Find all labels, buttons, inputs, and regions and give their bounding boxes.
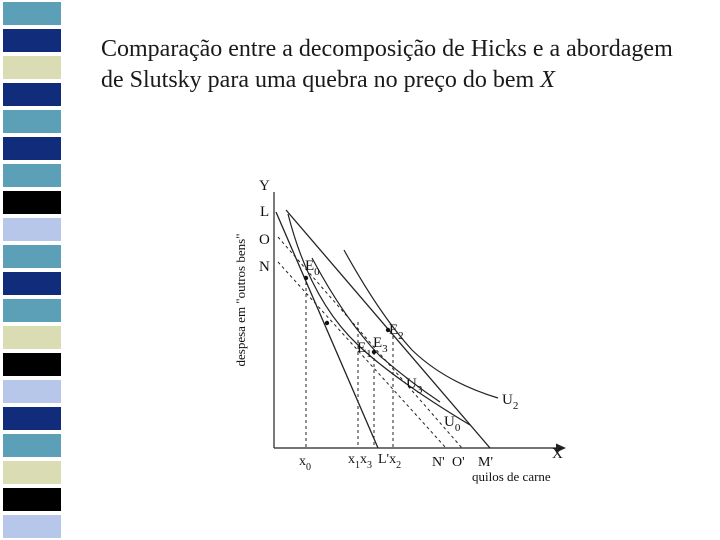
x-axis-label: X (552, 446, 563, 462)
label-E3-sub: 3 (382, 343, 388, 355)
label-E0 (305, 258, 320, 278)
label-E0-main: E (305, 258, 315, 274)
tick-x0 (299, 454, 311, 473)
tick-x2-sub: 2 (396, 460, 402, 471)
label-E3-main: E (373, 335, 383, 351)
tick-x0-sub: 0 (306, 462, 311, 473)
label-U3-sub: 3 (416, 384, 423, 396)
indifference-curve-U3 (312, 258, 440, 402)
indifference-curve-U2 (344, 250, 498, 398)
label-E1-sub: 1 (366, 348, 372, 360)
label-E2-main: E (389, 322, 399, 338)
label-U2 (502, 392, 518, 412)
label-U0-sub: 0 (454, 422, 461, 434)
tick-N-prime: N' (432, 455, 445, 470)
label-U3-main: U (406, 376, 417, 392)
tick-x1-sub: 1 (355, 460, 360, 471)
tick-Lx2 (378, 452, 401, 471)
tick-x2-main: x (389, 452, 397, 467)
intercept-L: L (260, 204, 270, 220)
label-E0-sub: 0 (314, 266, 320, 278)
intercept-O: O (259, 232, 270, 248)
y-axis-label: Y (259, 178, 270, 194)
label-U0 (444, 414, 461, 434)
label-E1-main: E (357, 340, 367, 356)
tick-x3-main: x (360, 452, 367, 467)
label-U2-sub: 2 (512, 400, 519, 412)
tick-L-prime: L' (378, 452, 390, 467)
tick-M-prime: M' (478, 455, 493, 470)
point-E0 (304, 276, 308, 280)
intercept-N: N (259, 259, 270, 275)
title-variable: X (540, 67, 555, 93)
x-axis-title: quilos de carne (472, 469, 551, 484)
point-E1 (325, 321, 329, 325)
label-E2-sub: 2 (398, 330, 404, 342)
label-U0-main: U (444, 414, 455, 430)
y-axis-title: despesa em "outros bens" (233, 233, 248, 367)
budget-line-L-x2 (276, 212, 378, 448)
tick-O-prime: O' (452, 455, 465, 470)
tick-x1x3 (348, 452, 372, 471)
tick-x1-main: x (348, 452, 355, 467)
title-text: Comparação entre a decomposição de Hicks e a abordagem de Slutsky para uma quebra no preço do bem (101, 36, 673, 93)
tick-x0-main: x (299, 454, 306, 469)
tick-x3-sub: 3 (367, 460, 372, 471)
label-U3 (406, 376, 423, 396)
label-U2-main: U (502, 392, 513, 408)
